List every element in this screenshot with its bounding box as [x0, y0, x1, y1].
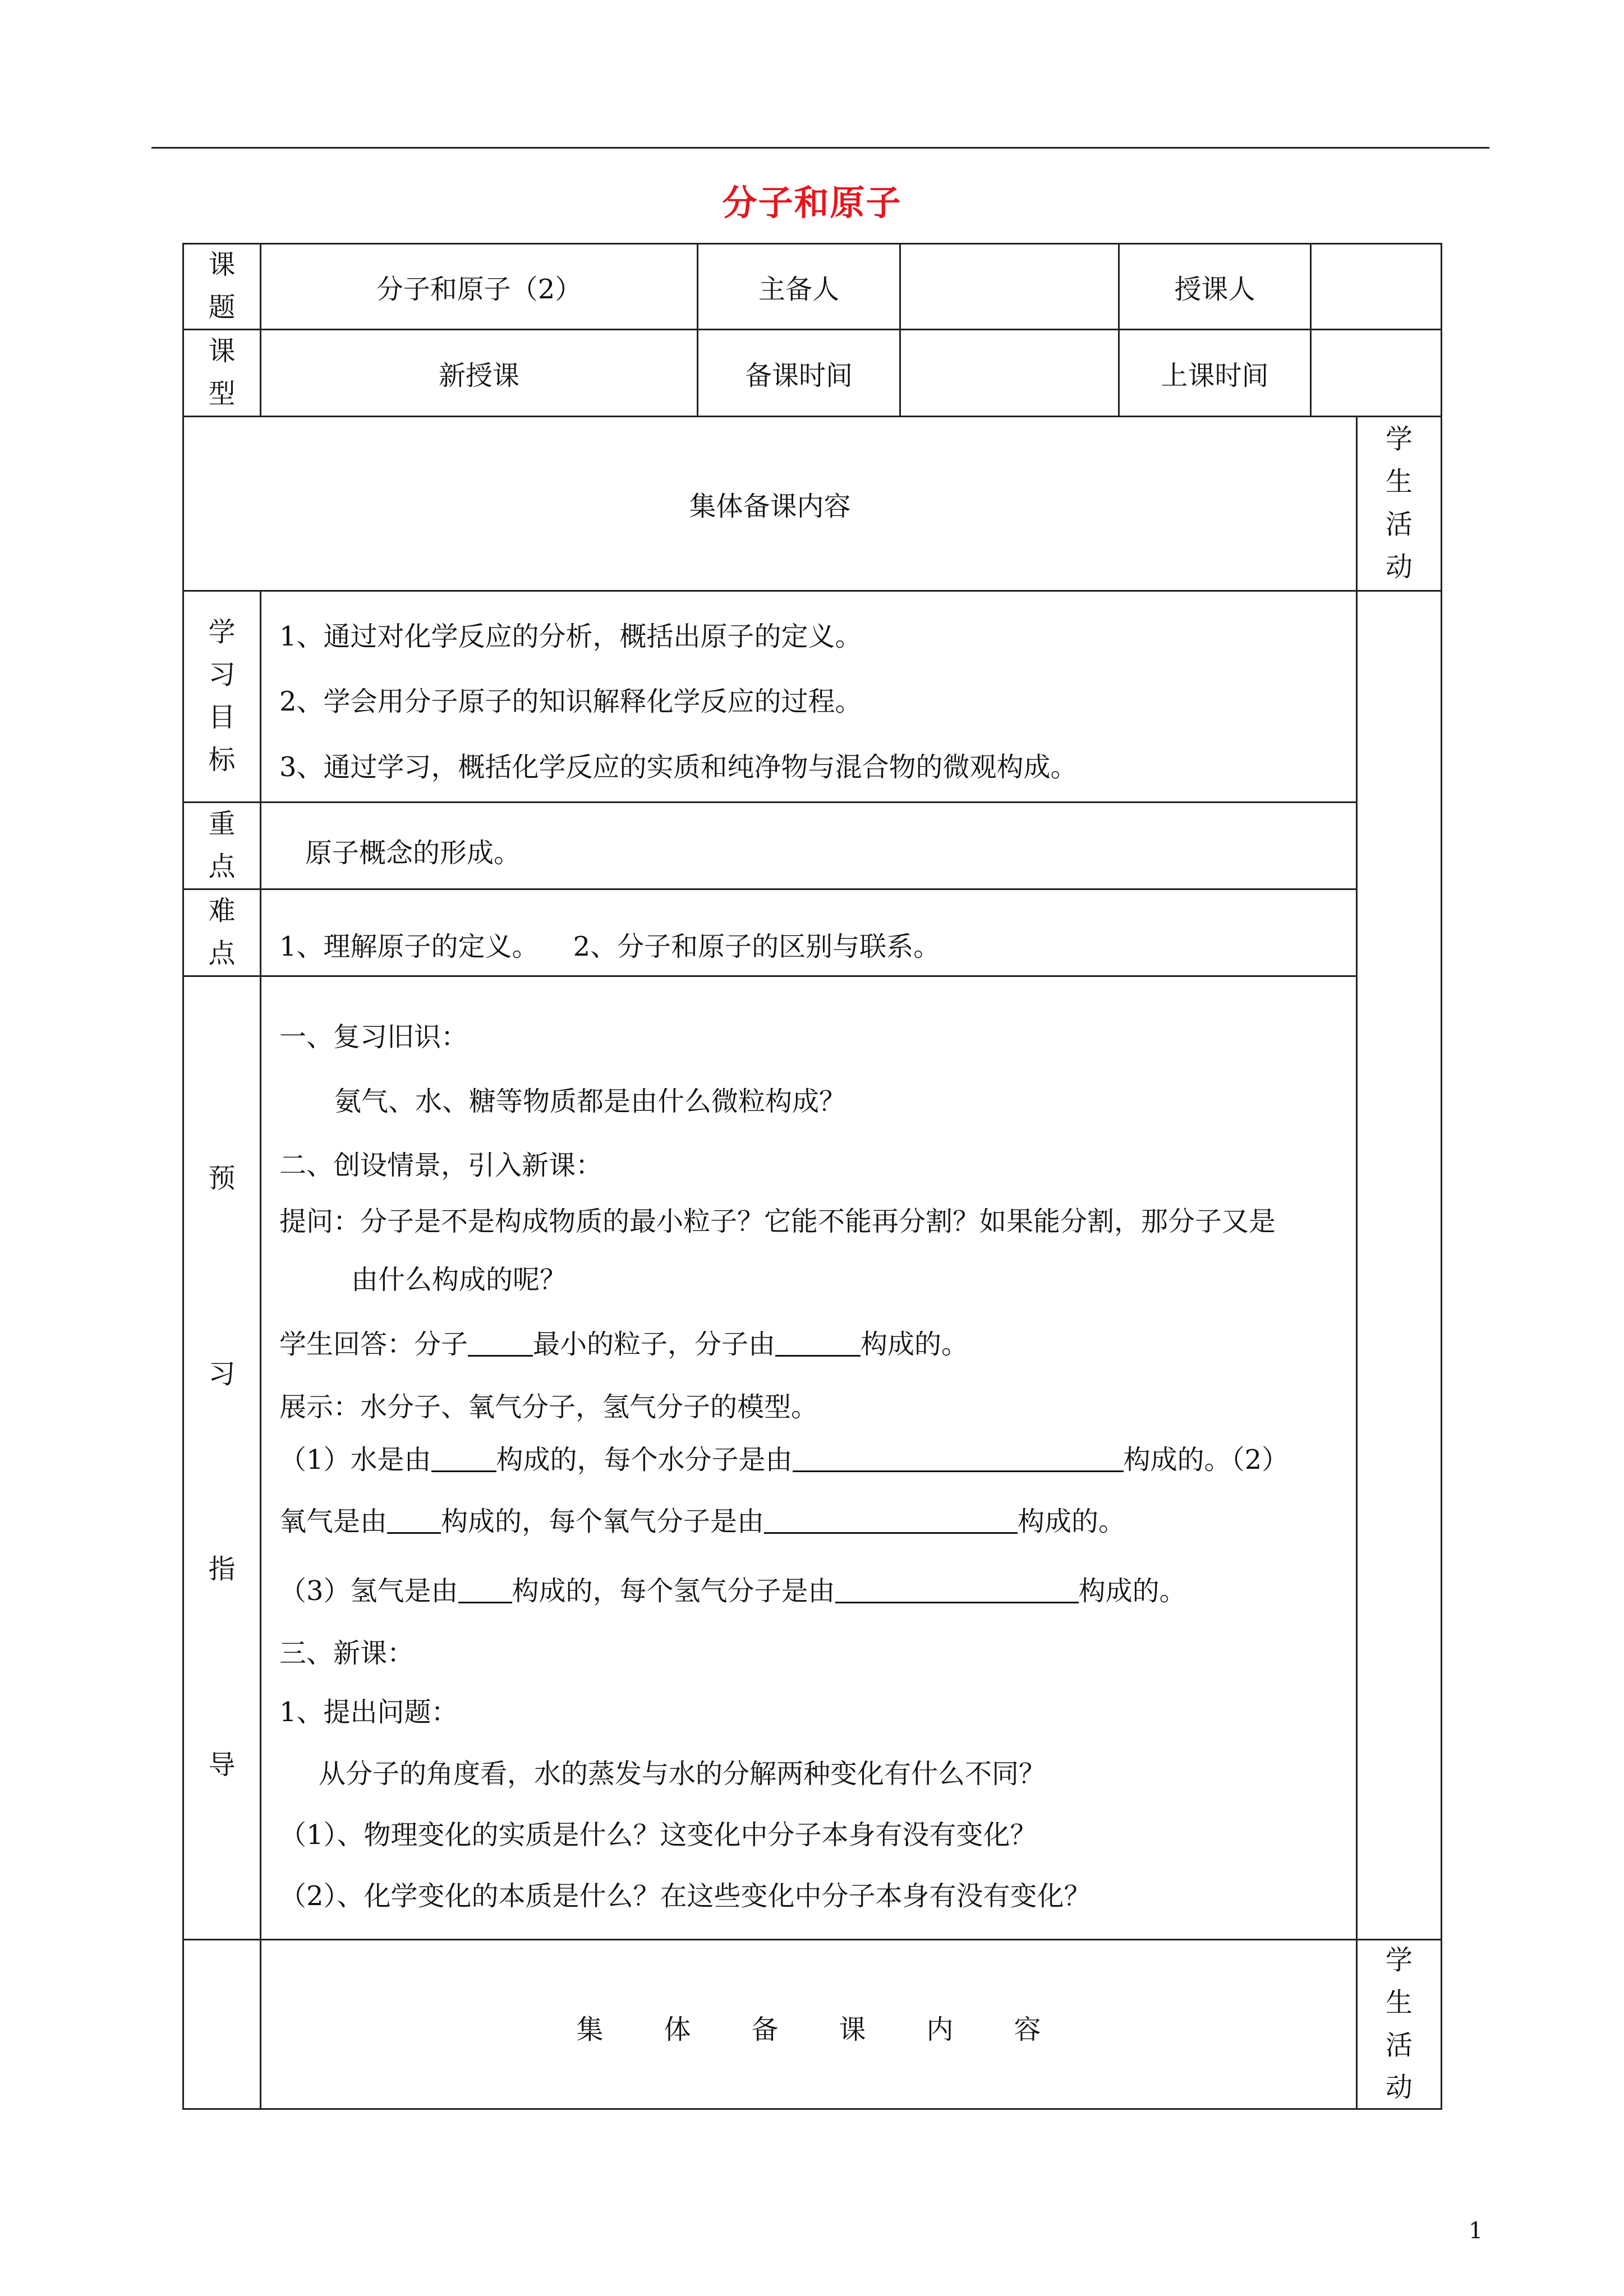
guide-content [260, 975, 1358, 1940]
ask-heading: 1、提出问题： [279, 1696, 458, 1728]
footer-student-activity: 学 生 活 动 [1356, 1939, 1442, 2110]
difficulty-label: 难 点 [182, 888, 261, 977]
guide-label: 预 习 指 导 [182, 975, 261, 1940]
fill-blank[interactable] [468, 1329, 533, 1357]
objectives-label: 学 习 目 标 [182, 590, 261, 803]
student-activity-column [1356, 590, 1442, 1940]
key-point-content [260, 801, 1358, 890]
type-value: 新授课 [260, 329, 698, 417]
difficulty-content [260, 888, 1358, 977]
preparer-label: 主备人 [697, 243, 901, 330]
fill-blank[interactable] [387, 1506, 441, 1534]
question-line: 提问：分子是不是构成物质的最小粒子？它能不能再分割？如果能分割，那分子又是 [279, 1206, 1276, 1237]
type-label: 课 型 [182, 329, 261, 417]
fill-blank[interactable] [835, 1576, 1079, 1603]
review-question: 氨气、水、糖等物质都是由什么微粒构成？ [334, 1086, 846, 1117]
oxygen-question: 氧气是由 构成的，每个氧气分子是由 构成的。 [279, 1506, 1126, 1537]
topic-value: 分子和原子（2） [260, 243, 698, 330]
difficulty-text: 1、理解原子的定义。 2、分子和原子的区别与联系。 [279, 931, 941, 962]
fill-blank[interactable] [793, 1445, 1124, 1472]
fill-blank[interactable] [431, 1445, 496, 1472]
objective-item: 2、学会用分子原子的知识解释化学反应的过程。 [279, 686, 862, 717]
class-time-value [1310, 329, 1442, 417]
content-header-title: 集体备课内容 [182, 416, 1358, 592]
key-point-label: 重 点 [182, 801, 261, 890]
preparer-value [899, 243, 1120, 330]
header-rule [151, 147, 1489, 149]
student-answer: 学生回答：分子 最小的粒子，分子由 构成的。 [279, 1329, 969, 1360]
footer-content [260, 1939, 1358, 2110]
water-question: （1）水是由 构成的，每个水分子是由 构成的。（2） [279, 1444, 1289, 1476]
student-activity-header: 学 生 活 动 [1356, 416, 1442, 592]
fill-blank[interactable] [458, 1576, 512, 1603]
physical-change-question: （1）、物理变化的实质是什么？这变化中分子本身有没有变化？ [279, 1819, 1037, 1851]
document-title: 分子和原子 [722, 182, 902, 223]
prep-time-label: 备课时间 [697, 329, 901, 417]
objective-item: 1、通过对化学反应的分析，概括出原子的定义。 [279, 621, 862, 652]
footer-label-cell [182, 1939, 261, 2110]
teacher-label: 授课人 [1118, 243, 1312, 330]
fill-blank[interactable] [775, 1329, 861, 1357]
footer-title: 集 体 备 课 内 容 [576, 2014, 1041, 2045]
ask-text: 从分子的角度看，水的蒸发与水的分解两种变化有什么不同？ [319, 1758, 1046, 1790]
new-lesson-heading: 三、新课： [279, 1638, 415, 1669]
fill-blank[interactable] [764, 1506, 1018, 1534]
hydrogen-question: （3）氢气是由 构成的，每个氢气分子是由 构成的。 [279, 1575, 1186, 1607]
review-heading: 一、复习旧识： [279, 1021, 468, 1053]
page-number: 1 [1469, 2218, 1483, 2244]
question-line: 由什么构成的呢？ [351, 1264, 567, 1295]
key-point-text: 原子概念的形成。 [305, 837, 521, 869]
topic-label: 课 题 [182, 243, 261, 330]
chemical-change-question: （2）、化学变化的本质是什么？在这些变化中分子本身有没有变化？ [279, 1880, 1091, 1912]
class-time-label: 上课时间 [1118, 329, 1312, 417]
objectives-content [260, 590, 1358, 803]
prep-time-value [899, 329, 1120, 417]
teacher-value [1310, 243, 1442, 330]
objective-item: 3、通过学习，概括化学反应的实质和纯净物与混合物的微观构成。 [279, 751, 1078, 783]
display-text: 展示：水分子、氧气分子，氢气分子的模型。 [279, 1391, 818, 1423]
scenario-heading: 二、创设情景，引入新课： [279, 1150, 603, 1181]
